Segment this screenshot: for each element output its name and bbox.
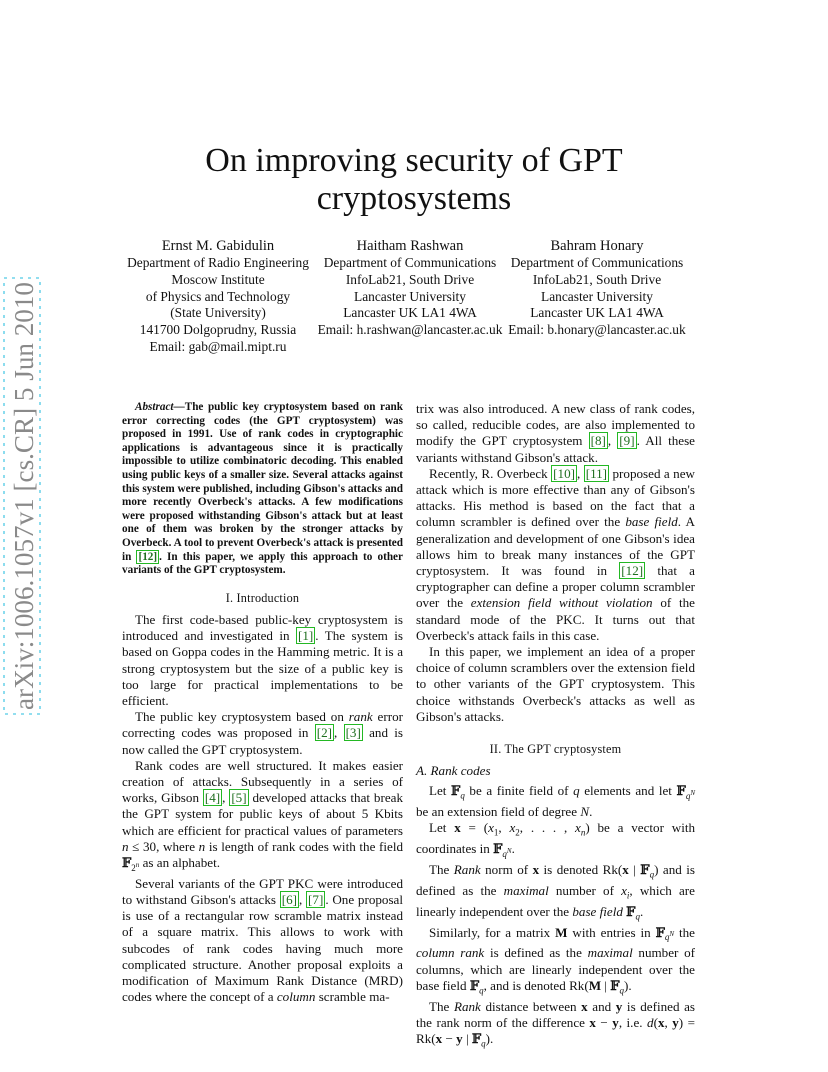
citation-link[interactable]: [1] [297, 628, 314, 644]
paper-title [0, 142, 828, 218]
left-column [122, 401, 403, 1005]
paragraph: The Rank norm of x is denoted Rk(x | 𝔽$_q$) and is defined as the maximal number of $x_i$, which are linearly independent over the base field 𝔽$_q$. [416, 862, 695, 922]
subsection-heading-rank-codes: A. Rank codes [416, 763, 491, 779]
arxiv-identifier: arXiv:1006.1057v1 [cs.CR] 5 Jun 2010 [9, 284, 39, 710]
author-name: Bahram Honary [550, 238, 644, 254]
citation-link[interactable]: [6] [281, 891, 298, 907]
citation-link[interactable]: [4] [204, 790, 221, 806]
paragraph: The public key cryptosystem based on rank error correcting codes was proposed in [2] , [3] and is now called the GPT cryptosystem. [122, 709, 404, 757]
citation-link[interactable]: [9] [619, 433, 635, 449]
author-name: Haitham Rashwan [356, 238, 464, 254]
affiliation-line: Lancaster University [541, 288, 653, 304]
affiliation-line: of Physics and Technology [145, 288, 291, 304]
paragraph: The Rank distance between x and y is defined as the rank norm of the difference x − y, i.e. d(x, y) = Rk(x − y | 𝔽$_q$). [416, 998, 696, 1049]
affiliation-line: (State University) [170, 305, 266, 321]
affiliation-line: Lancaster UK LA1 4WA [530, 305, 664, 321]
section-heading-gpt-cryptosystem: II. The GPT cryptosystem [489, 742, 622, 757]
paragraph: Let $x = (x_1$, $x_2$, . . . , $x_n$) be a vector with coordinates in 𝔽$_{q^N}$. [416, 820, 696, 859]
citation-link[interactable]: [11] [585, 465, 608, 481]
citation-link[interactable]: [10] [553, 465, 575, 481]
author-block-honary [497, 237, 697, 339]
paragraph: The first code-based public-key cryptosystem is introduced and investigated in [1] . The system is based on Goppa codes in the Hamming metric. It is a strong cryptosystem but the size of a public key is too large for practical implementations to be efficient. [122, 611, 403, 708]
citation-link[interactable]: [12] [621, 563, 644, 579]
abstract: Abstract—The public key cryptosystem based on rank error correcting codes (the GPT cryptosystem) was proposed in 1991. Use of rank codes in cryptographic applications is advantageous since it is practically impossible to utilize combinatoric decoding. This enabled using public keys of a smaller size. Several attacks against this system were published, including Gibson's attacks and more recently Overbeck's attacks. A few modifications were proposed withstanding Gibson's attack but at least one of them was broken by the stronger attacks by Overbeck. A tool to prevent Overbeck's attack is presented in [12] . In this paper, we apply this approach to other variants of the GPT cryptosystem. [122, 401, 403, 577]
affiliation-line: Lancaster UK LA1 4WA [343, 305, 477, 321]
right-column [416, 401, 695, 1052]
affiliation-line: InfoLab21, South Drive [345, 271, 475, 287]
author-name: Ernst M. Gabidulin [161, 238, 275, 254]
paragraph: Rank codes are well structured. It makes easier creation of attacks. Subsequently in a series of works, Gibson [4] , [5] developed attacks that break the GPT system for public keys of about 5 Kbits which are efficient for practical values of parameters n ≤ 30, where n is length of rank codes with the field 𝔽$_{2^n}$ as an alphabet. [122, 757, 404, 873]
section-heading-introduction: I. Introduction [225, 590, 300, 605]
citation-link[interactable]: [8] [590, 433, 606, 449]
title-line-1: On improving security of GPT [205, 142, 623, 179]
citation-link[interactable]: [12] [138, 550, 158, 563]
citation-link[interactable]: [5] [231, 790, 247, 806]
affiliation-line: Department of Communications [510, 255, 684, 270]
paragraph: Let 𝔽$_q$ be a finite field of q elements and let 𝔽$_{q^N}$ be an extension field of degree N. [416, 783, 695, 820]
affiliation-line: Moscow Institute [171, 271, 265, 287]
paragraph: Similarly, for a matrix M with entries in 𝔽$_{q^N}$ the column rank is defined as the maximal number of columns, which are linearly independent over the base field 𝔽$_q$, and is denoted Rk(M | 𝔽$_q$). [416, 924, 695, 996]
author-block-gabidulin [118, 237, 318, 356]
affiliation-line: Lancaster University [354, 288, 466, 304]
citation-link[interactable]: [2] [316, 725, 333, 741]
arxiv-identifier-stamp [0, 270, 46, 720]
paragraph: Recently, R. Overbeck [10] , [11] proposed a new attack which is more effective than any of Gibson's attacks. His method is based on the fact that a column scrambler is defined over the base field. A generalization and development of one Gibson's idea allows him to break many instances of the GPT cryptosystem. It was found in [12] that a cryptographer can define a proper column scrambler over the extension field without violation of the standard mode of the PKC. It turns out that Overbeck's attack fails in this case. [416, 465, 695, 643]
affiliation-line: 141700 Dolgoprudny, Russia [139, 322, 297, 338]
affiliation-line: Department of Communications [323, 255, 497, 270]
email-line: Email: gab@mail.mipt.ru [149, 338, 287, 354]
paragraph: In this paper, we implement an idea of a proper choice of column scramblers over the extension field to other variants of the GPT cryptosystem. This choice withstands Overbeck's attacks as well as Gibson's attacks. [416, 644, 695, 724]
paragraph: trix was also introduced. A new class of rank codes, so called, reducible codes, are also implemented to modify the GPT cryptosystem [8] , [9] . All these variants withstand Gibson's attack. [416, 401, 695, 465]
author-block-rashwan [310, 237, 510, 339]
email-line: Email: b.honary@lancaster.ac.uk [508, 322, 686, 338]
abstract-label: Abstract [135, 401, 174, 413]
paragraph: Several variants of the GPT PKC were introduced to withstand Gibson's attacks [6] , [7] . One proposal is use of a rectangular row scramble matrix instead of a square matrix. This allows to work with subcodes of rank codes having much more complicated structure. Another proposal exploits a modification of Maximum Rank Distance (MRD) codes where the concept of a column scramble ma- [122, 875, 404, 1005]
citation-link[interactable]: [3] [345, 725, 361, 741]
title-line-2: cryptosystems [316, 180, 512, 217]
affiliation-line: Department of Radio Engineering [127, 255, 309, 270]
affiliation-line: InfoLab21, South Drive [532, 271, 662, 287]
citation-link[interactable]: [7] [308, 891, 324, 907]
email-line: Email: h.rashwan@lancaster.ac.uk [317, 322, 503, 338]
